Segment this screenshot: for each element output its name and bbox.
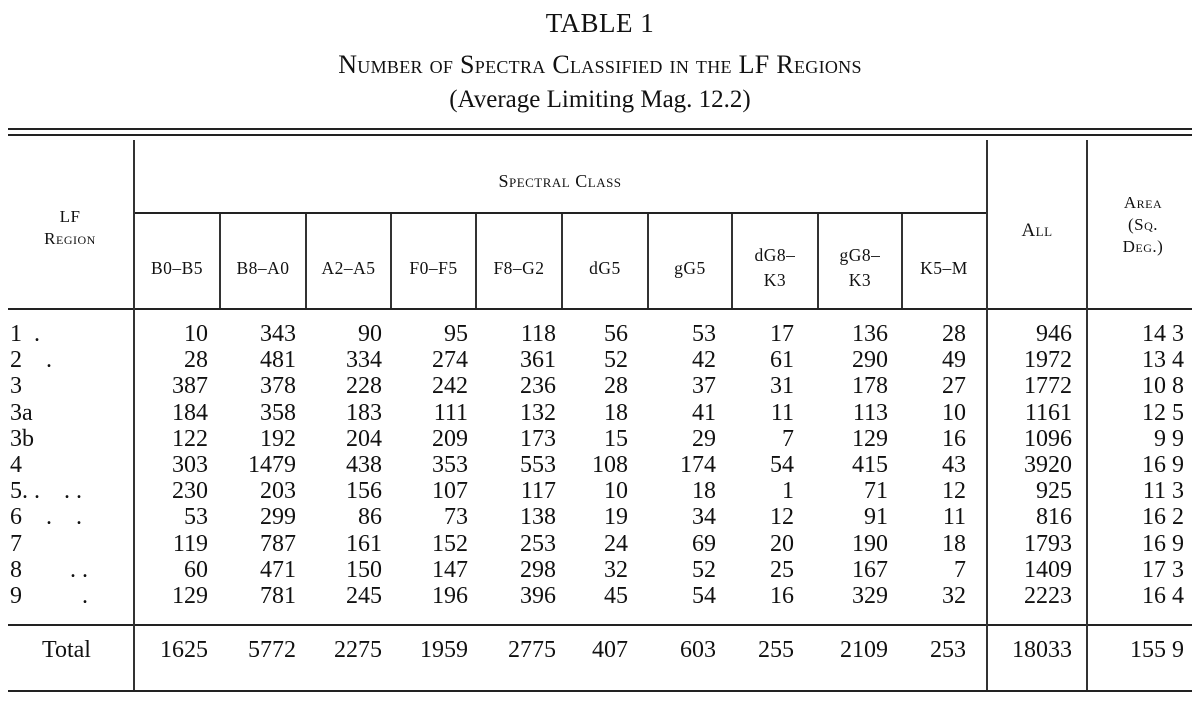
- total-area-cell: 155 9: [1130, 637, 1184, 663]
- total-cell: 1625: [160, 637, 208, 663]
- total-cell: 2109: [840, 637, 888, 663]
- area-cell: 17 3: [1142, 556, 1184, 583]
- table-cell: 17: [770, 321, 794, 347]
- table-cell: 107: [432, 478, 468, 505]
- table-cell: 28: [604, 373, 628, 400]
- table-cell: 122: [172, 425, 208, 452]
- table-cell: 27: [942, 373, 966, 400]
- table-cell: 20: [770, 530, 794, 557]
- table-cell: 28: [184, 347, 208, 374]
- row-label: 1 .: [10, 321, 40, 347]
- area-cell: 16 9: [1142, 452, 1184, 478]
- table-cell: 111: [433, 399, 468, 426]
- table-cell: 10: [942, 399, 966, 426]
- table-cell: 117: [520, 478, 556, 505]
- table-cell: 361: [520, 347, 556, 374]
- table-cell: 7: [782, 425, 794, 452]
- table-cell: 41: [692, 399, 716, 426]
- table-cell: 32: [942, 583, 966, 609]
- table-cell: 12: [770, 504, 794, 531]
- table-cell: 358: [260, 399, 296, 426]
- table-cell: 56: [604, 321, 628, 347]
- table-cell: 43: [942, 452, 966, 478]
- total-cell: 407: [592, 637, 628, 663]
- total-cell: 1959: [420, 637, 468, 663]
- table-cell: 553: [520, 452, 556, 478]
- table-cell: 91: [864, 504, 888, 531]
- total-cell: 603: [680, 637, 716, 663]
- table-cell: 343: [260, 321, 296, 347]
- table-cell: 298: [520, 556, 556, 583]
- spectral-class-underline: [134, 212, 986, 214]
- all-cell: 1772: [1024, 373, 1072, 400]
- table-cell: 174: [680, 452, 716, 478]
- table-cell: 29: [692, 425, 716, 452]
- table-cell: 230: [172, 478, 208, 505]
- lf-region-header: LF Region: [44, 207, 96, 248]
- column-header-4: F0–F5: [409, 257, 458, 278]
- table-cell: 10: [604, 478, 628, 505]
- table-cell: 11: [942, 504, 966, 531]
- table-cell: 183: [346, 399, 382, 426]
- all-cell: 2223: [1024, 583, 1072, 609]
- table-cell: 245: [346, 583, 382, 609]
- total-cell: 2775: [508, 637, 556, 663]
- column-header-3: A2–A5: [321, 257, 376, 278]
- table-cell: 60: [184, 556, 208, 583]
- table-cell: 253: [520, 530, 556, 557]
- table-cell: 69: [692, 530, 716, 557]
- all-cell: 946: [1036, 321, 1072, 347]
- row-label: 3b: [10, 425, 34, 452]
- column-header-9: gG8– K3: [839, 245, 881, 290]
- row-label: 4: [10, 452, 22, 478]
- row-label: 3a: [10, 399, 33, 426]
- table-cell: 16: [942, 425, 966, 452]
- table-cell: 25: [770, 556, 794, 583]
- area-cell: 9 9: [1154, 425, 1184, 452]
- table-cell: 161: [346, 530, 382, 557]
- table-cell: 147: [432, 556, 468, 583]
- column-header-5: F8–G2: [493, 257, 545, 278]
- table-cell: 228: [346, 373, 382, 400]
- column-header-10: K5–M: [920, 257, 968, 278]
- area-cell: 11 3: [1142, 478, 1184, 505]
- table-cell: 34: [692, 504, 716, 531]
- table-cell: 18: [942, 530, 966, 557]
- row-label: 9 .: [10, 583, 88, 609]
- table-cell: 787: [260, 530, 296, 557]
- table-cell: 150: [346, 556, 382, 583]
- table-cell: 203: [260, 478, 296, 505]
- column-header-2: B8–A0: [236, 257, 290, 278]
- table-cell: 242: [432, 373, 468, 400]
- column-header-1: B0–B5: [150, 257, 204, 278]
- total-cell: 253: [930, 637, 966, 663]
- table-cell: 73: [444, 504, 468, 531]
- all-header: All: [1021, 220, 1053, 241]
- table-cell: 19: [604, 504, 628, 531]
- table-cell: 32: [604, 556, 628, 583]
- row-label: 5. . . .: [10, 478, 82, 505]
- all-cell: 1161: [1024, 399, 1072, 426]
- area-header: Area (Sq. Deg.): [1122, 193, 1164, 256]
- table-cell: 118: [520, 321, 556, 347]
- total-cell: 2275: [334, 637, 382, 663]
- table-cell: 108: [592, 452, 628, 478]
- area-cell: 14 3: [1142, 321, 1184, 347]
- area-cell: 16 9: [1142, 530, 1184, 557]
- table-cell: 12: [942, 478, 966, 505]
- table-cell: 7: [954, 556, 966, 583]
- top-double-rule-1: [8, 128, 1192, 130]
- table-cell: 136: [852, 321, 888, 347]
- table-cell: 781: [260, 583, 296, 609]
- table-cell: 274: [432, 347, 468, 374]
- table-cell: 415: [852, 452, 888, 478]
- table-cell: 52: [604, 347, 628, 374]
- all-cell: 3920: [1024, 452, 1072, 478]
- table-title: TABLE 1: [545, 8, 655, 38]
- area-cell: 12 5: [1142, 399, 1184, 426]
- table-cell: 49: [942, 347, 966, 374]
- header-bottom-rule: [8, 308, 1192, 310]
- table-cell: 11: [770, 399, 794, 426]
- area-cell: 16 2: [1142, 504, 1184, 531]
- table-cell: 236: [520, 373, 556, 400]
- table-cell: 10: [184, 321, 208, 347]
- all-cell: 925: [1036, 478, 1072, 505]
- bottom-rule: [8, 690, 1192, 692]
- table-cell: 353: [432, 452, 468, 478]
- table-cell: 71: [864, 478, 888, 505]
- table-cell: 53: [692, 321, 716, 347]
- all-cell: 1972: [1024, 347, 1072, 374]
- area-cell: 10 8: [1142, 373, 1184, 400]
- table-cell: 129: [172, 583, 208, 609]
- table-cell: 95: [444, 321, 468, 347]
- row-label: 3: [10, 373, 22, 400]
- table-cell: 16: [770, 583, 794, 609]
- table-cell: 387: [172, 373, 208, 400]
- table-cell: 334: [346, 347, 382, 374]
- total-cell: 5772: [248, 637, 296, 663]
- table-cell: 24: [604, 530, 628, 557]
- table-cell: 303: [172, 452, 208, 478]
- table-cell: 438: [346, 452, 382, 478]
- table-cell: 54: [692, 583, 716, 609]
- table-cell: 1479: [248, 452, 296, 478]
- vline-region: [133, 140, 135, 690]
- table-cell: 52: [692, 556, 716, 583]
- table-cell: 329: [852, 583, 888, 609]
- table-cell: 132: [520, 399, 556, 426]
- row-label: 7: [10, 530, 22, 557]
- table-cell: 138: [520, 504, 556, 531]
- table-cell: 42: [692, 347, 716, 374]
- table-cell: 90: [358, 321, 382, 347]
- table-cell: 45: [604, 583, 628, 609]
- table-cell: 196: [432, 583, 468, 609]
- row-label: 8 . .: [10, 556, 88, 583]
- table-cell: 192: [260, 425, 296, 452]
- table-cell: 471: [260, 556, 296, 583]
- table-cell: 31: [770, 373, 794, 400]
- table-cell: 378: [260, 373, 296, 400]
- all-cell: 1793: [1024, 530, 1072, 557]
- table-cell: 15: [604, 425, 628, 452]
- all-cell: 1096: [1024, 425, 1072, 452]
- table-cell: 1: [782, 478, 794, 505]
- top-double-rule-2: [8, 134, 1192, 136]
- total-cell: 255: [758, 637, 794, 663]
- table-cell: 184: [172, 399, 208, 426]
- all-cell: 816: [1036, 504, 1072, 531]
- table-cell: 396: [520, 583, 556, 609]
- table-cell: 481: [260, 347, 296, 374]
- table-cell: 129: [852, 425, 888, 452]
- total-label: Total: [42, 637, 91, 663]
- table-subtitle: Number of Spectra Classified in the LF Regions: [338, 50, 862, 79]
- table-cell: 209: [432, 425, 468, 452]
- table-cell: 152: [432, 530, 468, 557]
- table-cell: 299: [260, 504, 296, 531]
- total-all-cell: 18033: [1012, 637, 1072, 663]
- table-cell: 178: [852, 373, 888, 400]
- all-cell: 1409: [1024, 556, 1072, 583]
- table-cell: 37: [692, 373, 716, 400]
- column-header-7: gG5: [674, 257, 706, 278]
- table-subtitle-limiting-mag: (Average Limiting Mag. 12.2): [449, 86, 751, 113]
- table-cell: 61: [770, 347, 794, 374]
- table-cell: 28: [942, 321, 966, 347]
- table-cell: 113: [852, 399, 888, 426]
- table-cell: 53: [184, 504, 208, 531]
- table-cell: 167: [852, 556, 888, 583]
- table-cell: 173: [520, 425, 556, 452]
- total-top-rule: [8, 624, 1192, 626]
- table-cell: 190: [852, 530, 888, 557]
- row-label: 2 .: [10, 347, 52, 374]
- table-cell: 204: [346, 425, 382, 452]
- row-label: 6 . .: [10, 504, 82, 531]
- table-cell: 18: [604, 399, 628, 426]
- area-cell: 13 4: [1142, 347, 1184, 374]
- table-cell: 18: [692, 478, 716, 505]
- table-cell: 290: [852, 347, 888, 374]
- column-header-6: dG5: [589, 257, 621, 278]
- spectral-class-header: Spectral Class: [498, 171, 622, 191]
- column-header-8: dG8– K3: [754, 245, 796, 290]
- table-cell: 119: [172, 530, 208, 557]
- table-cell: 54: [770, 452, 794, 478]
- area-cell: 16 4: [1142, 583, 1184, 609]
- table-cell: 156: [346, 478, 382, 505]
- table-cell: 86: [358, 504, 382, 531]
